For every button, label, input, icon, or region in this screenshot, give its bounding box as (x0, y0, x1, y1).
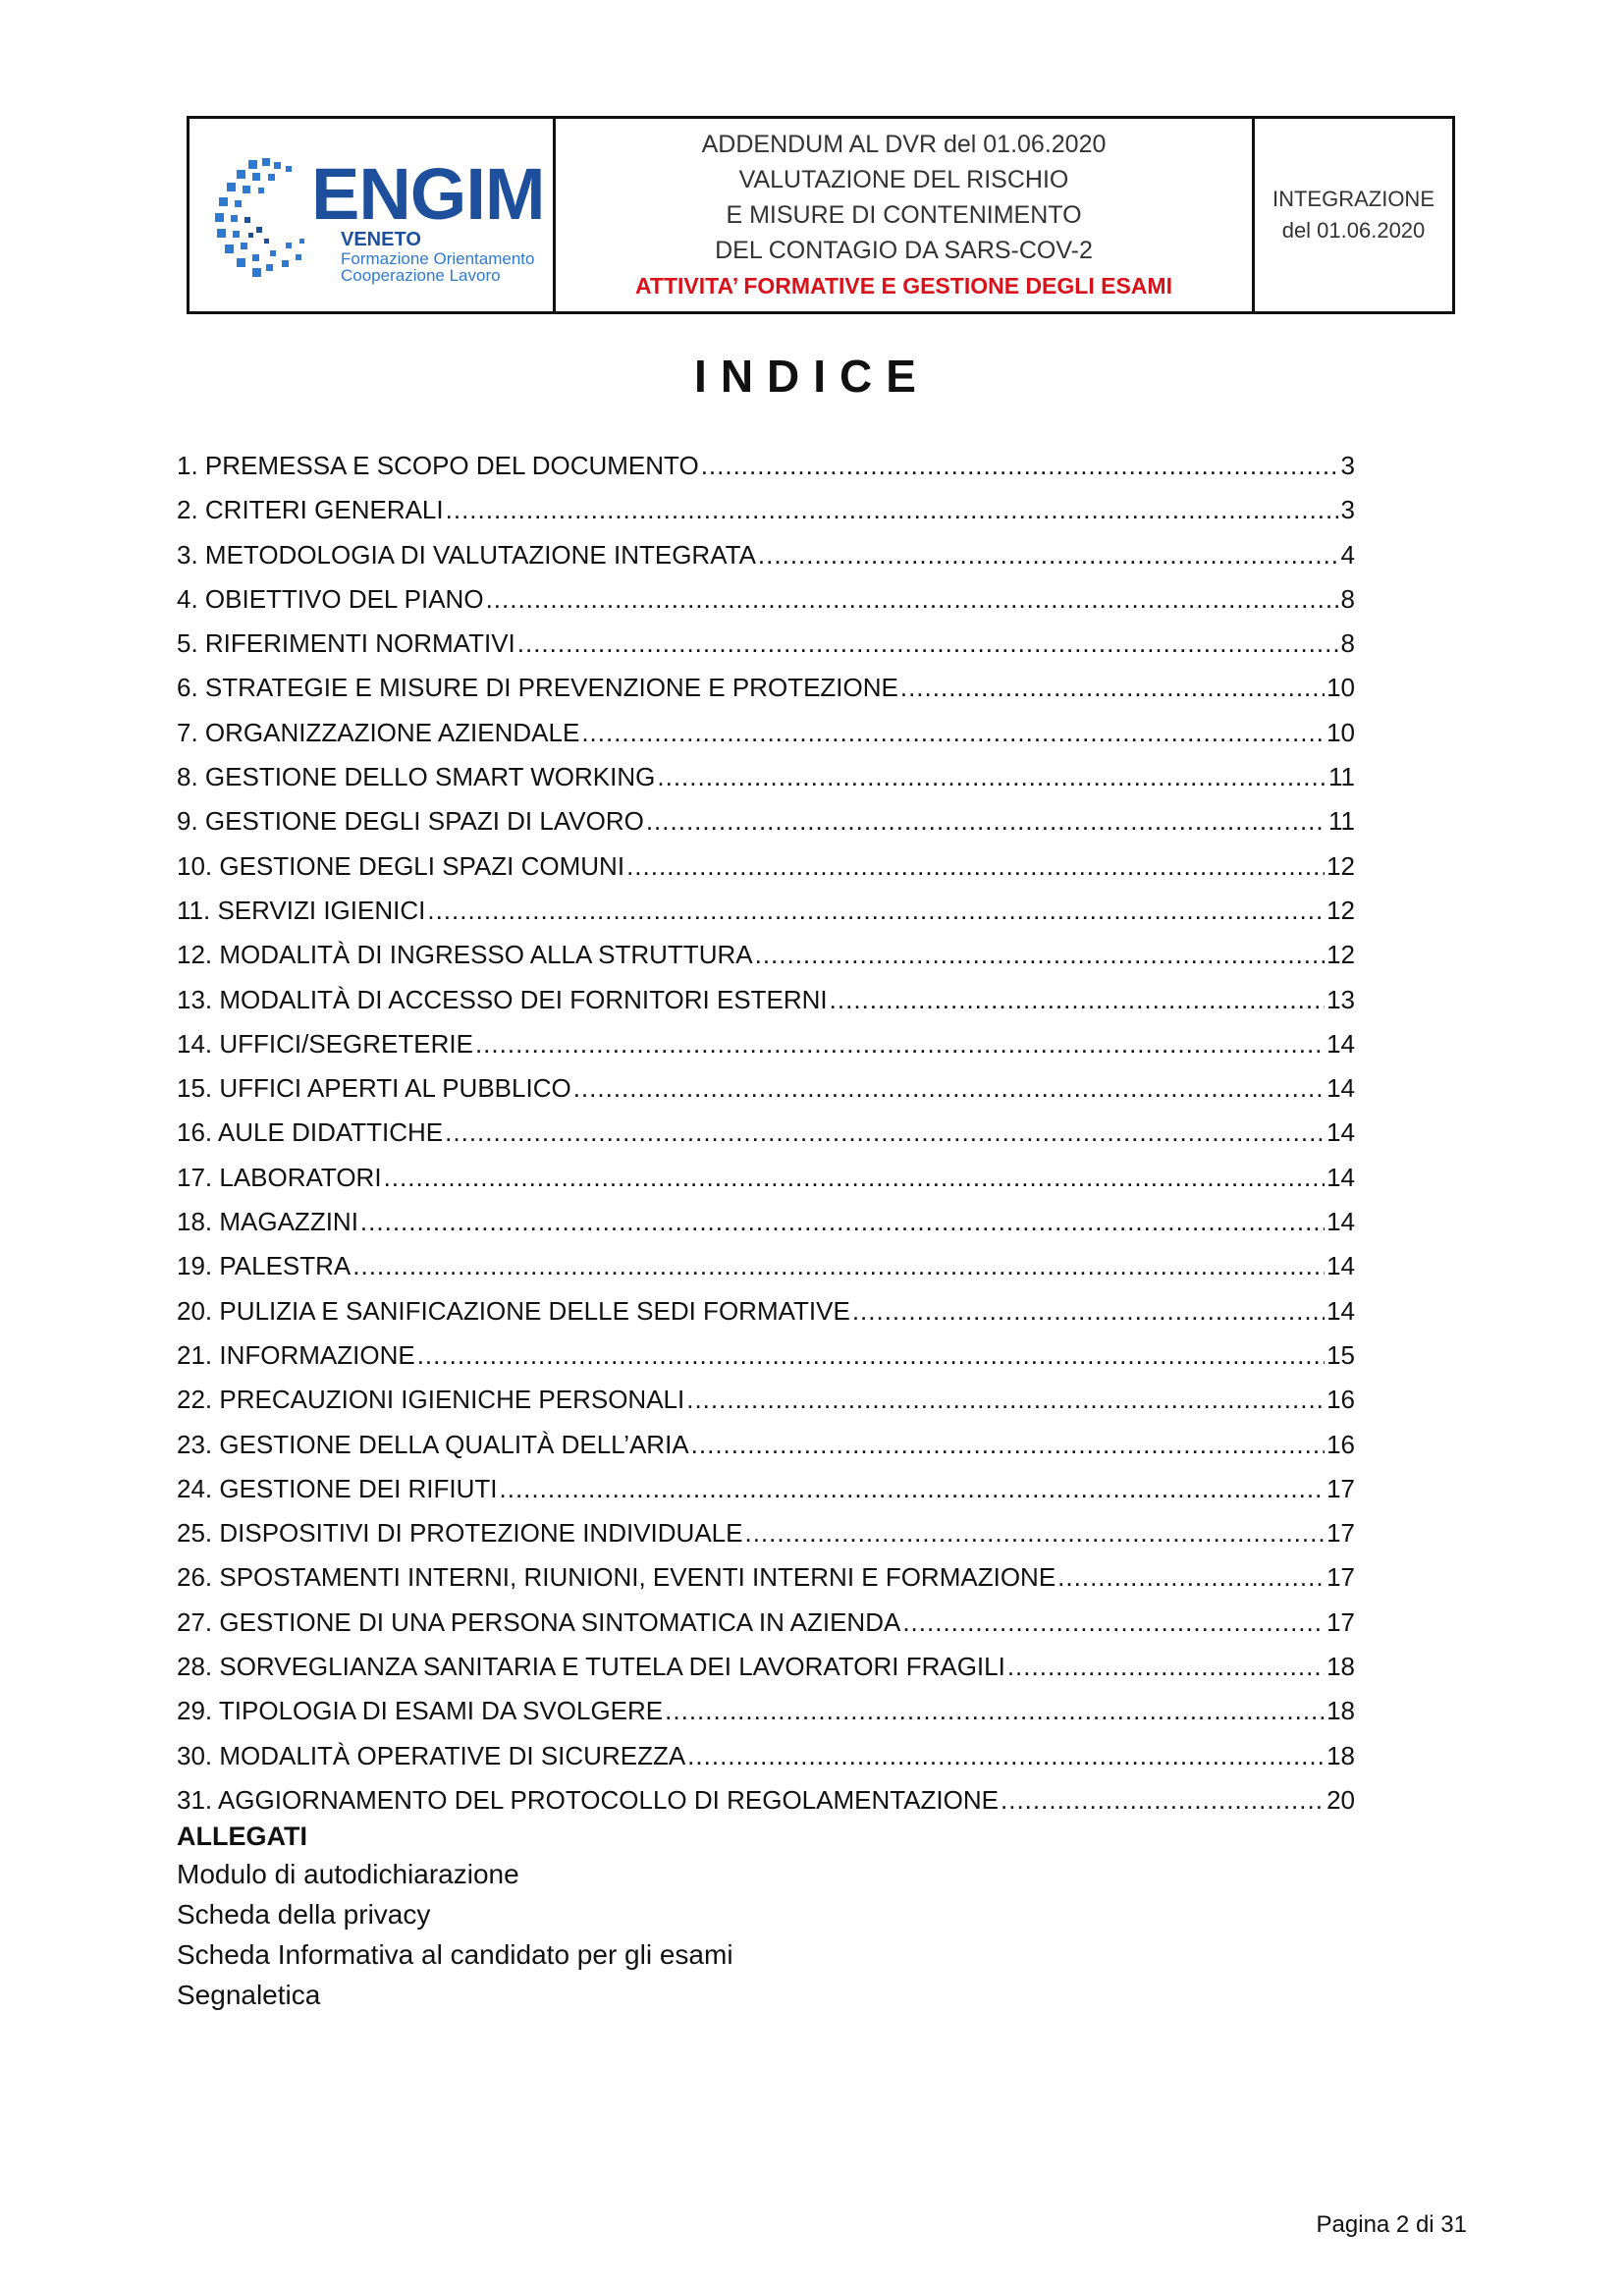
toc-entry-page: 12 (1326, 895, 1355, 925)
toc-leader-dots (1007, 1645, 1325, 1689)
toc-leader-dots (417, 1333, 1325, 1378)
toc-leader-dots (486, 577, 1339, 622)
toc-entry[interactable] (177, 1111, 1355, 1155)
integration-date: del 01.06.2020 (1281, 218, 1426, 243)
toc-entry-page: 14 (1326, 1028, 1355, 1059)
toc-leader-dots (758, 533, 1339, 577)
header-title-cell (556, 119, 1255, 311)
toc-entry-page: 14 (1326, 1073, 1355, 1104)
toc-leader-dots (755, 933, 1325, 977)
logo-region: VENETO (341, 229, 421, 250)
toc-entry-label: 23. GESTIONE DELLA QUALITÀ DELL’ARIA (177, 1429, 689, 1459)
toc-entry-page: 18 (1326, 1652, 1355, 1682)
toc-leader-dots (573, 1066, 1325, 1111)
toc-leader-dots (691, 1423, 1325, 1467)
toc-entry-page: 14 (1326, 1162, 1355, 1192)
toc-leader-dots (517, 622, 1339, 666)
toc-leader-dots (445, 1111, 1325, 1155)
toc-entry-label: 31. AGGIORNAMENTO DEL PROTOCOLLO DI REGOLAMENTAZIONE (177, 1784, 999, 1815)
toc-leader-dots (475, 1022, 1325, 1066)
attachment-item: Segnaletica (177, 1980, 321, 2010)
toc-entry[interactable] (177, 1423, 1355, 1467)
toc-entry-label: 30. MODALITÀ OPERATIVE DI SICUREZZA (177, 1740, 686, 1770)
toc-leader-dots (427, 889, 1325, 933)
toc-entry-page: 3 (1340, 451, 1355, 480)
toc-entry[interactable] (177, 1511, 1355, 1555)
attachments-title: ALLEGATI (177, 1822, 307, 1851)
toc-entry[interactable] (177, 444, 1355, 488)
toc-entry-page: 10 (1326, 673, 1355, 703)
toc-entry-label: 19. PALESTRA (177, 1251, 352, 1281)
toc-entry[interactable] (177, 577, 1355, 622)
toc-entry-label: 1. PREMESSA E SCOPO DEL DOCUMENTO (177, 451, 699, 480)
toc-entry-page: 8 (1340, 583, 1355, 614)
toc-leader-dots (500, 1467, 1326, 1511)
toc-entry[interactable] (177, 1156, 1355, 1200)
toc-entry[interactable] (177, 1778, 1355, 1823)
index-title: INDICE (694, 351, 930, 402)
toc-entry[interactable] (177, 978, 1355, 1022)
toc-leader-dots (902, 1601, 1325, 1645)
toc-entry[interactable] (177, 755, 1355, 799)
toc-entry[interactable] (177, 622, 1355, 666)
toc-entry-label: 5. RIFERIMENTI NORMATIVI (177, 628, 515, 659)
toc-entry-label: 24. GESTIONE DEI RIFIUTI (177, 1473, 498, 1503)
toc-entry-label: 25. DISPOSITIVI DI PROTEZIONE INDIVIDUALE (177, 1518, 743, 1549)
toc-entry-page: 8 (1340, 628, 1355, 659)
toc-leader-dots (446, 488, 1339, 532)
toc-leader-dots (581, 711, 1325, 755)
toc-entry-label: 21. INFORMAZIONE (177, 1339, 415, 1370)
toc-entry-page: 18 (1326, 1740, 1355, 1770)
toc-entry-page: 4 (1340, 539, 1355, 570)
attachment-item: Scheda della privacy (177, 1899, 431, 1930)
toc-entry-page: 15 (1326, 1339, 1355, 1370)
toc-entry-page: 10 (1326, 717, 1355, 747)
logo-tagline-1: Formazione Orientamento (341, 249, 535, 268)
toc-leader-dots (687, 1734, 1325, 1778)
toc-entry-label: 4. OBIETTIVO DEL PIANO (177, 583, 484, 614)
toc-entry-page: 18 (1326, 1696, 1355, 1726)
toc-entry-label: 26. SPOSTAMENTI INTERNI, RIUNIONI, EVENTI INTERNI E FORMAZIONE (177, 1562, 1056, 1593)
toc-leader-dots (701, 444, 1339, 488)
toc-leader-dots (686, 1378, 1325, 1422)
header-title-line: VALUTAZIONE DEL RISCHIO (738, 166, 1069, 193)
toc-leader-dots (830, 978, 1325, 1022)
logo-tagline-2: Cooperazione Lavoro (341, 266, 501, 285)
toc-entry-page: 12 (1326, 940, 1355, 970)
toc-entry-page: 11 (1328, 762, 1355, 792)
integration-label: INTEGRAZIONE (1272, 187, 1435, 211)
toc-entry-page: 14 (1326, 1295, 1355, 1326)
toc-leader-dots (1001, 1778, 1325, 1823)
toc-entry[interactable] (177, 1555, 1355, 1600)
table-of-contents (177, 444, 1355, 1823)
header-subtitle: ATTIVITA’ FORMATIVE E GESTIONE DEGLI ESAMI (635, 273, 1172, 299)
toc-entry[interactable] (177, 1378, 1355, 1422)
integration-cell (1255, 119, 1452, 311)
toc-leader-dots (352, 1244, 1325, 1288)
toc-entry-label: 9. GESTIONE DEGLI SPAZI DI LAVORO (177, 806, 644, 837)
attachment-item: Modulo di autodichiarazione (177, 1859, 519, 1889)
toc-entry-label: 22. PRECAUZIONI IGIENICHE PERSONALI (177, 1385, 685, 1415)
toc-entry[interactable] (177, 666, 1355, 710)
toc-entry-page: 13 (1326, 984, 1355, 1014)
toc-entry-page: 17 (1326, 1473, 1355, 1503)
attachments-section (177, 1819, 1060, 2015)
toc-leader-dots (744, 1511, 1325, 1555)
toc-entry-page: 20 (1326, 1784, 1355, 1815)
toc-leader-dots (360, 1200, 1325, 1244)
toc-entry[interactable] (177, 1244, 1355, 1288)
toc-entry[interactable] (177, 1333, 1355, 1378)
toc-leader-dots (657, 755, 1326, 799)
toc-entry-page: 17 (1326, 1606, 1355, 1637)
toc-leader-dots (665, 1689, 1325, 1733)
toc-entry-page: 16 (1326, 1429, 1355, 1459)
toc-entry-label: 14. UFFICI/SEGRETERIE (177, 1028, 473, 1059)
toc-entry-page: 12 (1326, 850, 1355, 881)
toc-entry-page: 14 (1326, 1207, 1355, 1237)
toc-entry-label: 17. LABORATORI (177, 1162, 382, 1192)
toc-entry[interactable] (177, 933, 1355, 977)
header-title-line: DEL CONTAGIO DA SARS-COV-2 (715, 237, 1093, 264)
toc-entry-label: 3. METODOLOGIA DI VALUTAZIONE INTEGRATA (177, 539, 756, 570)
toc-entry[interactable] (177, 1200, 1355, 1244)
toc-entry[interactable] (177, 1689, 1355, 1733)
logo-cell (189, 119, 556, 311)
toc-entry[interactable] (177, 799, 1355, 843)
toc-entry[interactable] (177, 1289, 1355, 1333)
attachment-item: Scheda Informativa al candidato per gli esami (177, 1939, 733, 1970)
toc-entry[interactable] (177, 889, 1355, 933)
toc-entry[interactable] (177, 1467, 1355, 1511)
toc-entry-label: 7. ORGANIZZAZIONE AZIENDALE (177, 717, 580, 747)
toc-entry[interactable] (177, 533, 1355, 577)
toc-entry-label: 12. MODALITÀ DI INGRESSO ALLA STRUTTURA (177, 940, 753, 970)
header-title-line: E MISURE DI CONTENIMENTO (726, 201, 1082, 229)
toc-entry-page: 17 (1326, 1562, 1355, 1593)
toc-entry[interactable] (177, 1022, 1355, 1066)
toc-leader-dots (646, 799, 1326, 843)
toc-leader-dots (1057, 1555, 1325, 1600)
toc-leader-dots (384, 1156, 1326, 1200)
toc-entry[interactable] (177, 1734, 1355, 1778)
toc-entry[interactable] (177, 488, 1355, 532)
toc-entry-label: 28. SORVEGLIANZA SANITARIA E TUTELA DEI LAVORATORI FRAGILI (177, 1652, 1005, 1682)
toc-entry-label: 16. AULE DIDATTICHE (177, 1117, 444, 1148)
toc-entry-label: 6. STRATEGIE E MISURE DI PREVENZIONE E PROTEZIONE (177, 673, 898, 703)
toc-entry-label: 20. PULIZIA E SANIFICAZIONE DELLE SEDI FORMATIVE (177, 1295, 850, 1326)
page-number: Pagina 2 di 31 (1316, 2211, 1467, 2238)
engim-logo (209, 153, 545, 285)
toc-entry-label: 10. GESTIONE DEGLI SPAZI COMUNI (177, 850, 625, 881)
toc-entry-label: 18. MAGAZZINI (177, 1207, 358, 1237)
toc-entry-page: 3 (1340, 495, 1355, 525)
toc-entry-page: 14 (1326, 1251, 1355, 1281)
toc-entry-label: 27. GESTIONE DI UNA PERSONA SINTOMATICA IN AZIENDA (177, 1606, 901, 1637)
toc-entry-page: 16 (1326, 1385, 1355, 1415)
toc-entry-page: 11 (1328, 806, 1355, 837)
toc-entry[interactable] (177, 1601, 1355, 1645)
toc-entry-page: 14 (1326, 1117, 1355, 1148)
toc-entry-label: 15. UFFICI APERTI AL PUBBLICO (177, 1073, 571, 1104)
header-title-line: ADDENDUM AL DVR del 01.06.2020 (701, 131, 1107, 158)
toc-entry-label: 13. MODALITÀ DI ACCESSO DEI FORNITORI ESTERNI (177, 984, 828, 1014)
toc-entry[interactable] (177, 711, 1355, 755)
toc-entry-page: 17 (1326, 1518, 1355, 1549)
toc-leader-dots (900, 666, 1325, 710)
toc-entry-label: 8. GESTIONE DELLO SMART WORKING (177, 762, 656, 792)
toc-entry-label: 29. TIPOLOGIA DI ESAMI DA SVOLGERE (177, 1696, 664, 1726)
toc-entry-label: 2. CRITERI GENERALI (177, 495, 444, 525)
toc-entry[interactable] (177, 844, 1355, 889)
toc-leader-dots (852, 1289, 1325, 1333)
toc-entry[interactable] (177, 1066, 1355, 1111)
logo-wordmark: ENGIM (311, 153, 545, 235)
logo-dots-icon (209, 156, 317, 282)
document-header (187, 116, 1455, 314)
toc-entry-label: 11. SERVIZI IGIENICI (177, 895, 426, 925)
toc-entry[interactable] (177, 1645, 1355, 1689)
toc-leader-dots (626, 844, 1325, 889)
